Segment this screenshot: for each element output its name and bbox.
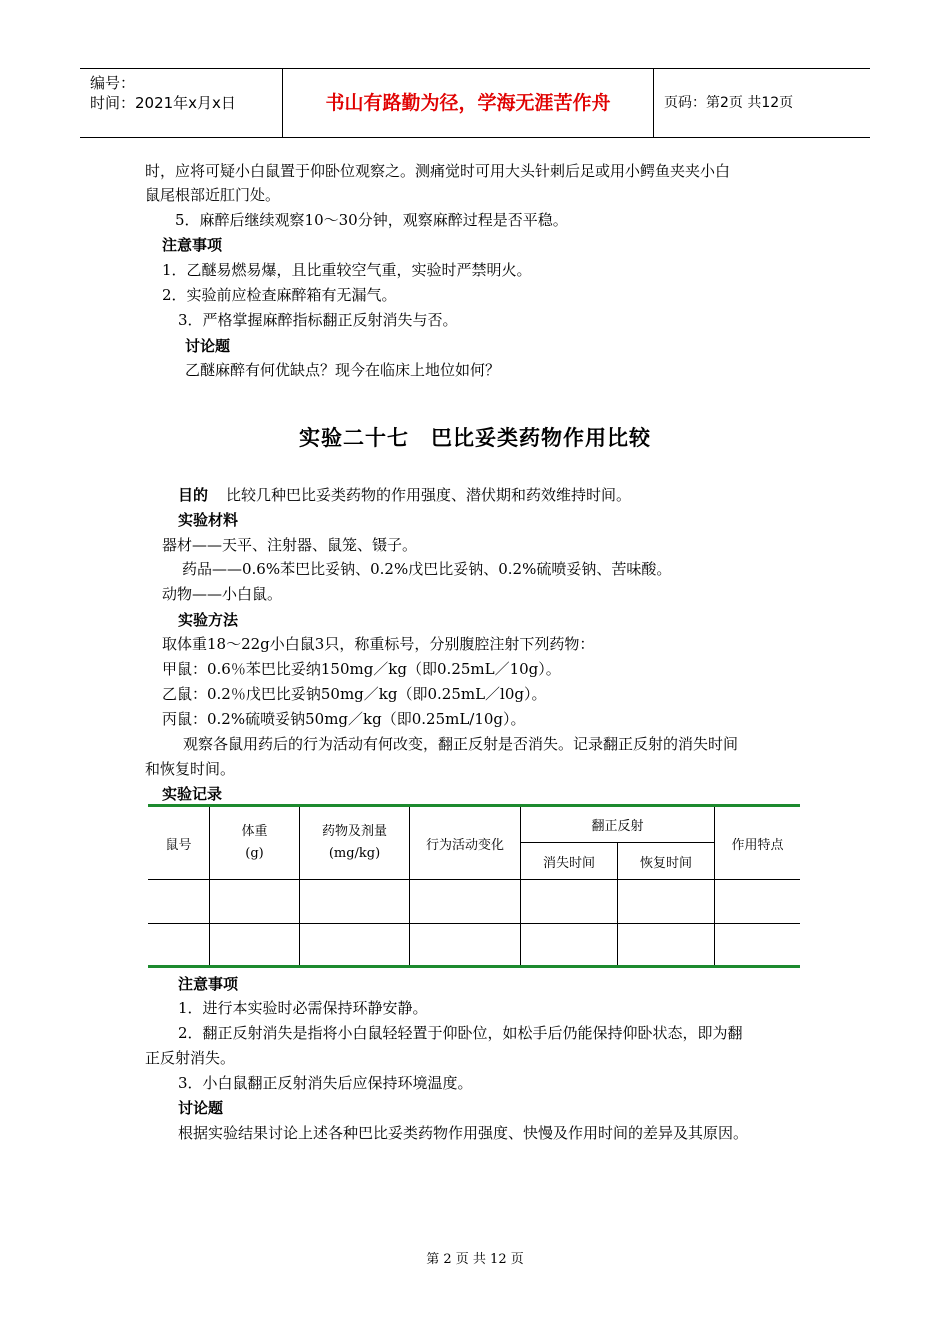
table-cell — [210, 880, 300, 924]
paragraph-line: 鼠尾根部近肛门处。 — [145, 186, 281, 204]
drugs-line: 药品——0.6%苯巴比妥钠、0.2%戊巴比妥钠、0.2%硫喷妥钠、苦味酸。 — [182, 560, 672, 578]
observe-line: 和恢复时间。 — [145, 760, 236, 778]
materials-heading: 实验材料 — [178, 511, 239, 529]
note-item: 2．翻正反射消失是指将小白鼠轻轻置于仰卧位，如松手后仍能保持仰卧状态，即为翻 — [178, 1024, 743, 1042]
record-heading: 实验记录 — [162, 785, 223, 803]
mouse-a-dose: 甲鼠：0.6％苯巴比妥纳150mg／kg（即0.25mL／10g）。 — [162, 660, 561, 678]
notes-heading: 注意事项 — [162, 236, 223, 254]
page-footer: 第 2 页 共 12 页 — [426, 1252, 524, 1267]
col-header: 行为活动变化 — [410, 806, 521, 880]
notes-heading: 注意事项 — [178, 975, 239, 993]
col-header-unit: (g) — [245, 846, 264, 861]
table-cell — [715, 924, 801, 967]
purpose-label: 目的 — [178, 486, 209, 504]
header-meta — [80, 69, 282, 137]
method-intro: 取体重18～22g小白鼠3只，称重标号，分别腹腔注射下列药物： — [162, 635, 595, 653]
observe-line: 观察各鼠用药后的行为活动有何改变，翻正反射是否消失。记录翻正反射的消失时间 — [183, 735, 739, 753]
table-cell — [300, 924, 410, 967]
code-label: 编号： — [90, 74, 136, 92]
note-item: 2．实验前应检查麻醉箱有无漏气。 — [162, 286, 397, 304]
discuss-text: 乙醚麻醉有何优缺点？现今在临床上地位如何？ — [185, 361, 501, 379]
equipment-line: 器材——天平、注射器、鼠笼、镊子。 — [162, 536, 418, 554]
table-row — [148, 880, 800, 924]
note-item: 1．乙醚易燃易爆，且比重较空气重，实验时严禁明火。 — [162, 261, 532, 279]
mouse-c-dose: 丙鼠：0.2%硫喷妥钠50mg／kg（即0.25mL/10g）。 — [162, 710, 526, 728]
discuss-heading: 讨论题 — [178, 1099, 224, 1117]
table-cell — [300, 880, 410, 924]
note-item: 1．进行本实验时必需保持环静安静。 — [178, 999, 428, 1017]
methods-heading: 实验方法 — [178, 611, 239, 629]
discuss-heading: 讨论题 — [185, 337, 231, 355]
table-cell — [410, 880, 521, 924]
table-cell — [521, 880, 618, 924]
table-cell — [148, 924, 210, 967]
col-header — [300, 806, 410, 880]
mouse-b-dose: 乙鼠：0.2％戊巴比妥钠50mg／kg（即0.25mL／l0g）。 — [162, 685, 547, 703]
table-cell — [715, 880, 801, 924]
animals-line: 动物——小白鼠。 — [162, 585, 283, 603]
col-subheader: 消失时间 — [521, 843, 618, 880]
purpose-line — [178, 485, 631, 505]
table-cell — [521, 924, 618, 967]
col-header-label: 药物及剂量 — [321, 824, 387, 839]
table-cell — [618, 880, 715, 924]
page-header — [80, 68, 870, 138]
col-header: 翻正反射 — [521, 806, 715, 843]
col-header-unit: (mg/kg) — [328, 846, 381, 861]
note-item: 3．小白鼠翻正反射消失后应保持环境温度。 — [178, 1074, 473, 1092]
note-item: 3．严格掌握麻醉指标翻正反射消失与否。 — [178, 311, 458, 329]
paragraph-line: 时，应将可疑小白鼠置于仰卧位观察之。测痛觉时可用大头针刺后足或用小鳄鱼夹夹小白 — [145, 162, 731, 180]
col-header: 作用特点 — [715, 806, 801, 880]
table-cell — [148, 880, 210, 924]
col-header-label: 体重 — [241, 824, 268, 839]
table-cell — [210, 924, 300, 967]
header-page-number: 页码：第2页 共12页 — [664, 95, 794, 111]
record-table — [148, 804, 800, 968]
note-item: 正反射消失。 — [145, 1049, 236, 1067]
table-row — [148, 924, 800, 967]
purpose-text: 比较几种巴比妥类药物的作用强度、潜伏期和药效维持时间。 — [226, 486, 632, 504]
col-header: 鼠号 — [148, 806, 210, 880]
table-cell — [618, 924, 715, 967]
table-cell — [410, 924, 521, 967]
col-header — [210, 806, 300, 880]
discuss-text: 根据实验结果讨论上述各种巴比妥类药物作用强度、快慢及作用时间的差异及其原因。 — [178, 1124, 749, 1142]
experiment-title: 实验二十七 巴比妥类药物作用比较 — [299, 426, 651, 450]
col-subheader: 恢复时间 — [618, 843, 715, 880]
step-5: 5．麻醉后继续观察10～30分钟，观察麻醉过程是否平稳。 — [175, 211, 568, 229]
date-label: 时间：2021年x月x日 — [90, 94, 236, 112]
header-motto: 书山有路勤为径，学海无涯苦作舟 — [282, 69, 654, 137]
